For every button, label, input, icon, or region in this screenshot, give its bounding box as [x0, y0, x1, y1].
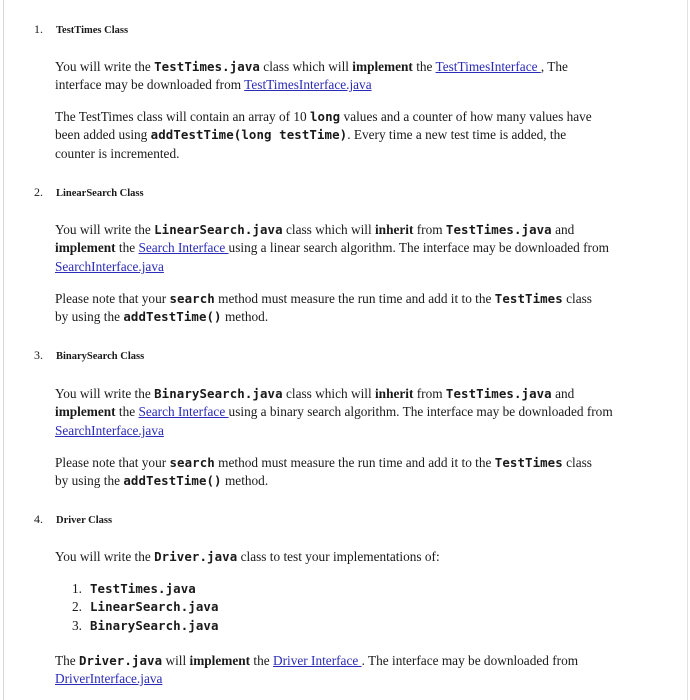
- section-1-title: TestTimes Class: [56, 25, 129, 36]
- text: class: [562, 455, 592, 470]
- text: the: [115, 240, 139, 256]
- text: and: [551, 222, 575, 237]
- text: will: [162, 653, 190, 668]
- code-driver-java: Driver.java: [154, 549, 238, 564]
- text: method.: [221, 309, 269, 325]
- code-linearsearch-java: LinearSearch.java: [154, 222, 283, 237]
- link-driver-interface-java[interactable]: DriverInterface.java: [55, 671, 163, 687]
- section-2-paragraph-1: [55, 221, 670, 276]
- section-2-title: LinearSearch Class: [56, 188, 144, 199]
- text: Please note that your: [55, 455, 170, 470]
- section-3-paragraph-1: [55, 385, 670, 440]
- code-addtesttime: addTestTime(): [123, 309, 222, 325]
- code-addtesttime-signature: addTestTime(long testTime): [150, 127, 348, 143]
- section-3-paragraph-2: [55, 454, 670, 491]
- text: . Every time a new test time is added, the: [347, 127, 567, 143]
- bold-inherit: inherit: [374, 386, 414, 401]
- list-item: [72, 617, 219, 635]
- link-search-interface-java[interactable]: SearchInterface.java: [55, 258, 164, 274]
- text: method must measure the run time and add it to the: [214, 291, 495, 306]
- text: You will write the: [55, 549, 155, 564]
- text: from: [413, 386, 446, 401]
- code-search: search: [169, 455, 215, 470]
- text: using a linear search algorithm. The interface may be downloaded from: [228, 240, 609, 256]
- text: 1.: [72, 581, 82, 596]
- text: by using the: [55, 309, 124, 325]
- text: You will write the: [55, 59, 155, 74]
- bold-implement: implement: [55, 404, 116, 420]
- section-1-heading: [34, 22, 128, 38]
- bold-inherit: inherit: [374, 222, 414, 237]
- code-addtesttime: addTestTime(): [123, 473, 222, 489]
- text: class which will: [282, 222, 375, 237]
- section-2-paragraph-2: [55, 290, 670, 327]
- page-border-right: [687, 0, 688, 700]
- text: The TestTimes class will contain an array of 10: [55, 109, 310, 124]
- text: class which will: [259, 59, 353, 74]
- text: class which will: [282, 386, 375, 401]
- text: Please note that your: [55, 291, 170, 306]
- section-4-heading: [34, 512, 112, 528]
- link-search-interface[interactable]: Search Interface: [138, 404, 229, 420]
- code-testtimes: TestTimes: [494, 455, 563, 470]
- text: interface may be downloaded from: [55, 77, 245, 93]
- code-testtimes: TestTimes: [494, 291, 563, 306]
- section-3-title: BinarySearch Class: [56, 351, 145, 362]
- text: using a binary search algorithm. The interface may be downloaded from: [228, 404, 613, 420]
- link-driver-interface[interactable]: Driver Interface: [273, 653, 362, 668]
- text: the: [250, 653, 273, 668]
- code-binarysearch-java: BinarySearch.java: [90, 617, 219, 633]
- text: the: [412, 59, 436, 74]
- code-linearsearch-java: LinearSearch.java: [90, 599, 219, 615]
- text: class: [562, 291, 592, 306]
- text: The: [55, 653, 79, 668]
- text: method.: [221, 473, 269, 489]
- code-testtimes-java: TestTimes.java: [445, 386, 552, 401]
- text: and: [551, 386, 575, 401]
- code-long: long: [309, 109, 341, 124]
- bold-implement: implement: [189, 653, 251, 668]
- code-testtimes-java: TestTimes.java: [90, 581, 196, 596]
- code-driver-java: Driver.java: [79, 653, 163, 668]
- link-testtimes-interface-java[interactable]: TestTimesInterface.java: [244, 77, 372, 93]
- text: You will write the: [55, 386, 155, 401]
- text: been added using: [55, 127, 151, 143]
- link-search-interface[interactable]: Search Interface: [138, 240, 229, 256]
- text: . The interface may be downloaded from: [361, 653, 579, 668]
- section-4-paragraph-1: [55, 548, 670, 566]
- section-3-number: 3.: [34, 348, 43, 362]
- text: , The: [540, 59, 568, 74]
- code-testtimes-java: TestTimes.java: [154, 59, 260, 74]
- list-item: [72, 580, 219, 598]
- bold-implement: implement: [55, 240, 116, 256]
- link-search-interface-java[interactable]: SearchInterface.java: [55, 422, 164, 438]
- code-binarysearch-java: BinarySearch.java: [154, 386, 283, 401]
- text: counter is incremented.: [55, 145, 180, 161]
- text: 2.: [72, 599, 82, 615]
- section-3-heading: [34, 348, 144, 364]
- code-testtimes-java: TestTimes.java: [445, 222, 552, 237]
- section-4-number: 4.: [34, 512, 43, 526]
- section-2-number: 2.: [34, 185, 43, 199]
- text: method must measure the run time and add it to the: [214, 455, 495, 470]
- page-border-left: [3, 0, 4, 700]
- text: the: [115, 404, 139, 420]
- section-2-heading: [34, 185, 144, 201]
- list-item: [72, 598, 219, 616]
- section-4-title: Driver Class: [56, 515, 113, 526]
- text: You will write the: [55, 222, 155, 237]
- text: by using the: [55, 473, 124, 489]
- code-search: search: [169, 291, 215, 306]
- implementations-list: [72, 580, 219, 635]
- section-4-paragraph-2: [55, 652, 670, 689]
- section-1-paragraph-2: [55, 108, 670, 163]
- link-testtimes-interface[interactable]: TestTimesInterface: [435, 59, 541, 74]
- section-1-number: 1.: [34, 22, 43, 36]
- text: class to test your implementations of:: [237, 549, 440, 564]
- bold-implement: implement: [352, 59, 413, 74]
- section-1-paragraph-1: [55, 58, 670, 95]
- text: from: [413, 222, 446, 237]
- text: 3.: [72, 617, 82, 633]
- text: values and a counter of how many values have: [340, 109, 592, 124]
